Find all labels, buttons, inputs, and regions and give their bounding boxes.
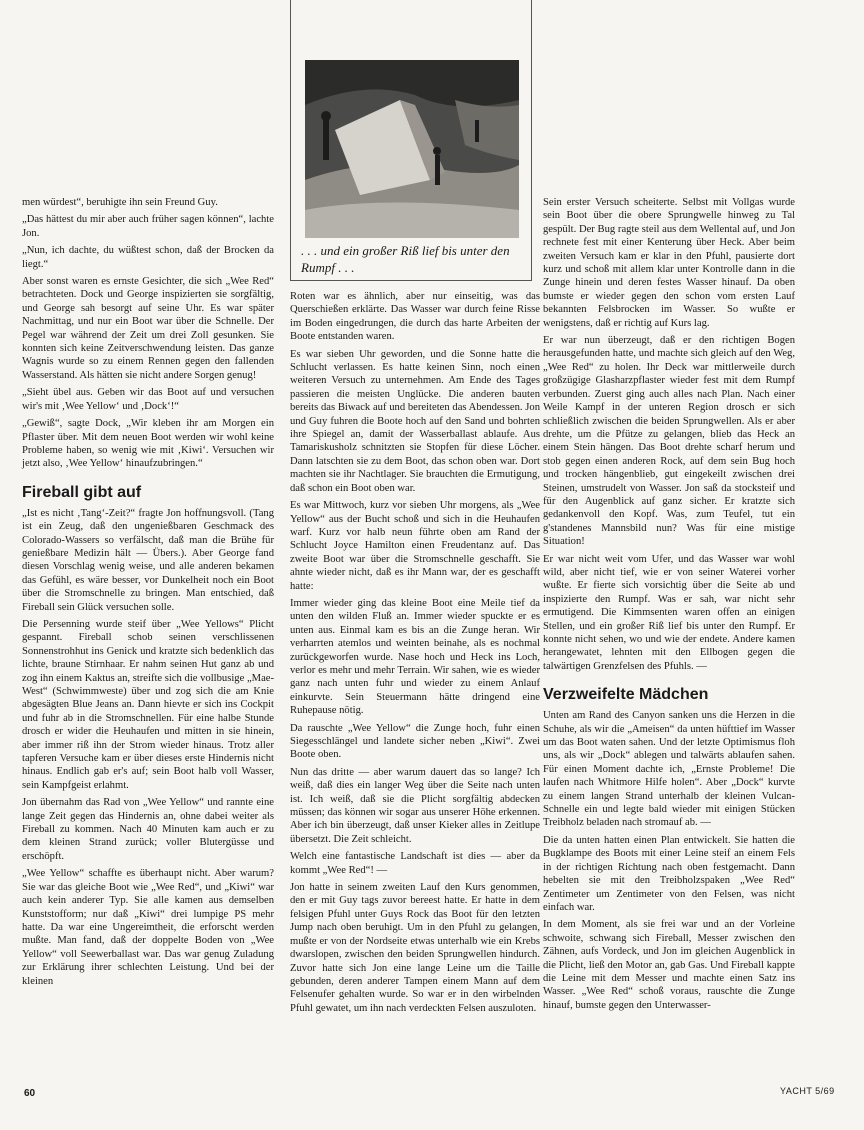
- paragraph: Sein erster Versuch scheiterte. Selbst mit Vollgas wurde sein Boot über die obere Sprungwelle hinweg zu Tal gespült. Der Bug ragte steil aus dem Wellental auf, und Jon rechnete fest mit einer Kenterung über Heck. Aber beim zweiten Versuch kam er klar in den Pfuhl, pausierte dort kurz und schoß mit allem klar unter Kontrolle dann in die Zunge hinein und deren festes Wasser hinauf. Da oben bumste er wieder gegen den schon vom ersten Lauf bekannten Felsbrocken im Wasser. So wußte er wenigstens, daß er richtig auf Kurs lag.: [543, 197, 795, 329]
- paragraph: Er war nicht weit vom Ufer, und das Wasser war wohl wild, aber nicht tief, wie er von seiner Waterei vorher wußte. Er fierte sich vorsichtig über die Seite ab und inspizierte den Rumpf. Was er sah, war nicht sehr ermutigend. Die Kimmsenten waren offen an einigen Stellen, und ein großer Riß lief bis unter den Rumpf. Er konnte nicht sehen, wo und wie der endete. Andere kamen herangewatet, lehnten mit den Ellbogen gegen die talwärtigen Grenzfelsen des Pfuhls. —: [543, 553, 795, 672]
- photo-caption: . . . und ein großer Riß lief bis unter den Rumpf . . .: [301, 243, 510, 275]
- photo-image: [305, 60, 519, 238]
- column-middle: [290, 290, 540, 1019]
- paragraph: „Das hättest du mir aber auch früher sagen können“, lachte Jon.: [22, 214, 274, 239]
- paragraph: Die Persenning wurde steif über „Wee Yellows“ Plicht gespannt. Fireball schob seinen verschlissenen Sonnenstrohhut ins Genick und kratzte sich bedenklich das lichte, braune Stirnhaar. Er nahm seinen Hut ganz ab und zog ihn einem Kaktus an, streifte sich die vollbusige „Mae-West“ (Schwimmweste) über und zog sich die am Knie abgesägten Blue Jeans an. Dann hievte er sich ins Cockpit und fuhr ab in die Stromschnellen. Für eine halbe Stunde drosch er wider die Heuhaufen und mitten in sie hinein, aber immer riß ihn der Strom wieder hinaus. Trotz aller tapferen Versuche kam er über dieses erste Hindernis nicht hinaus. Endlich gab er's auf; sein Boot halb voll Wasser, sein Kampfgeist erlahmt.: [22, 618, 274, 791]
- paragraph: Da rauschte „Wee Yellow“ die Zunge hoch, fuhr einen Siegesschlängel und landete sicher neben „Kiwi“. Zwei Boote oben.: [290, 722, 540, 761]
- paragraph: Roten war es ähnlich, aber nur einseitig, was das Querschießen erklärte. Das Wasser war durch feine Risse im Boden eingedrungen, die durch das harte Arbeiten der Boote entstanden waren.: [290, 291, 540, 343]
- paragraph: Er war nun überzeugt, daß er den richtigen Bogen herausgefunden hatte, und machte sich gleich auf den Weg, „Wee Red“ zu holen. Ihr Deck war mittlerweile durch großzügige Glasharzpflaster wieder fest mit dem Rumpf verbunden. Zuerst ging auch alles nach Plan. Nach einer Weile Kampf in der unteren Region drosch er sich schließlich zwischen die beiden Sprungwellen. Als er aber drehte, um die Pfütze zu gelangen, blieb das Heck an einem Stein hängen. Das Boot drehte scharf herum und stob gegen einen anderen Rock, auf dem sein Bug hoch und trocken hängenblieb, gut eingekeilt zwischen drei Steinen, umstrudelt von Wasser. Jon saß da stocksteif und für den Augenblick auf ganz sicher. Er kratzte sich gedankenvoll den Kopf. Was, zum Teufel, tut ein g'standenes Mannsbild nun? Was für eine mistige Situation!: [543, 335, 795, 548]
- paragraph: Unten am Rand des Canyon sanken uns die Herzen in die Schuhe, als wir die „Ameisen“ da unten hüfttief im Wasser um das Boot waten sahen. Und der letzte Optimismus floh uns, als wir „Dock“ ablegen und talwärts ablaufen sahen. Für einen Moment dachte ich, „Ernste Probleme! Die laufen nach Whitmore Hilfe holen“. Aber „Dock“ kurvte zu einem langen Strand unterhalb der kleinen Vulcan-Schnelle ein und legte bald wieder mit einigen Stücken Treibholz beladen nach stromauf ab. —: [543, 710, 795, 829]
- paragraph: Die da unten hatten einen Plan entwickelt. Sie hatten die Bugklampe des Boots mit einer Leine steif an einem Fels in der richtigen Richtung nach oben festgemacht. Dann hebelten sie mit den Treibholzspaken „Wee Red“ Zentimeter um Zentimeter von den Felsen, was nicht einfach war.: [543, 834, 795, 913]
- paragraph: „Wee Yellow“ schaffte es überhaupt nicht. Aber warum? Sie war das gleiche Boot wie „Wee Red“, und „Kiwi“ war auch kein anderer Typ. Sie alle kamen aus demselben Kunststofform; nur daß „Kiwi“ drei lumpige PS mehr hatte. Da war eine Ungereimtheit, die erforscht werden mußte. Man fand, daß der doppelte Boden von „Wee Yellow“ voll Seewerballast war. Das war genug Zuladung zur Erklärung ihrer schlechten Leistung. Und bei der kleinen: [22, 868, 274, 987]
- paragraph: Welch eine fantastische Landschaft ist dies — aber da kommt „Wee Red“! —: [290, 851, 540, 876]
- section-heading-fireball: Fireball gibt auf: [22, 483, 142, 501]
- photo-figure: [290, 0, 532, 281]
- paragraph: „Nun, ich dachte, du wüßtest schon, daß der Brocken da liegt.“: [22, 245, 274, 270]
- paragraph: Es war sieben Uhr geworden, und die Sonne hatte die Schlucht verlassen. Es hatte keinen Sinn, noch einen weiteren Versuch zu unternehmen. Am Ende des Tages passieren die meisten Unglücke. Die anderen bauten bereits das Biwack auf und bereiteten das Abendessen. Jon und Guy fuhren die Boote hoch auf den Sand und bohrten ihre Spiegel an, damit der Wasserballast ablaufe. Aus Tamariskusholz schnitzten sie Stopfen für diese Löcher. Dann latschten sie zu dem Boot, das schon oben war. Dort machten sie ihr Nachtlager. Sie brauchten die Ermutigung, daß schon ein Boot oben war.: [290, 348, 540, 494]
- magazine-issue: YACHT 5/69: [780, 1086, 835, 1096]
- column-left: [22, 196, 274, 992]
- paragraph: Jon übernahm das Rad von „Wee Yellow“ und rannte eine lange Zeit gegen das Hindernis an, ohne dabei weiter als Fireball zu kommen. Nach 40 Minuten kam auch er zu dem kleinen Strand zurück; voller Blutergüsse und erschöpft.: [22, 797, 274, 862]
- canyon-boat-photo: [305, 60, 519, 238]
- paragraph: „Gewiß“, sagte Dock, „Wir kleben ihr am Morgen ein Pflaster über. Mit dem neuen Boot werden wir wohl keine Probleme haben, so wenig wie mit ‚Kiwi‘. Versuchen wir jetzt also, ‚Wee Yellow‘ hinaufzubringen.“: [22, 418, 274, 470]
- paragraph: men würdest“, beruhigte ihn sein Freund Guy.: [22, 197, 218, 208]
- paragraph: Jon hatte in seinem zweiten Lauf den Kurs genommen, den er mit Guy tags zuvor bereest hatte. Er hatte in dem felsigen Pfuhl unter Guys Rock das Boot für den letzten Jump nach oben beruhigt. Um in den Pfuhl zu gelangen, mußte er von der Nordseite etwas unterhalb wie ein Krebs dwarslopen, zwischen den beiden Sprungwellen hindurch. Zuvor hatte sich Jon eine lange Leine um die Taille gebunden, deren anderer Tampen einem Mann auf dem Felsenufer gehalten wurde. So war er in den wirbelnden Pfuhl gewatet, um ihn nach verdeckten Felsen auszuloten.: [290, 882, 540, 1014]
- column-right: [543, 196, 795, 1016]
- paragraph: In dem Moment, als sie frei war und an der Vorleine schwoite, schwang sich Fireball, Messer zwischen den Zähnen, aufs Vordeck, und Jon im gleichen Augenblick in die Plicht, ließ den Motor an, gab Gas. Und Fireball kappte die Leine mit dem Messer und machte einen Satz ins Wasser. „Wee Red“ schoß voraus, rauschte die Zunge hinauf, bumste gegen den Unterwasser-: [543, 919, 795, 1011]
- paragraph: Immer wieder ging das kleine Boot eine Meile tief da unten den wilden Fluß an. Immer wieder spuckte er es unten aus. Einmal kam es bis an die Zunge heran. Wir verharrten atemlos und weinten beinahe, als es nochmal zurückgeworfen wurde. Nase hoch und Heck ins Loch, verlor es mehr und mehr Terrain. Wir sahen, wie es wieder ganz nach unten fuhr und wieder zu einem Anlauf einkurvte. Sein Steuermann hätte dringend eine Ruhepause nötig.: [290, 597, 540, 717]
- paragraph: Es war Mittwoch, kurz vor sieben Uhr morgens, als „Wee Yellow“ aus der Bucht schoß und sich in die Heuhaufen warf. Kurz vor halb neun führte oben am Rand der Schlucht Joyce Hamilton einen Freudentanz auf. Das zweite Boot war über die Stromschnelle geschafft. Sie ahnte wieder nicht, daß es ihr Mann war, der es geschafft hatte:: [290, 500, 540, 592]
- paragraph: Aber sonst waren es ernste Gesichter, die sich „Wee Red“ betrachteten. Dock und George inspizierten sie sorgfältig, und George sah besorgt auf seine Uhr. Es war später Nachmittag, und nur ein Boot war über die Schnelle. Der Pegel war während der Zeit um drei Zoll gesunken. Sie konnten sich keine Zeitverschwendung leisten. Das ganze Wagnis wurde so zu einem Rennen gegen den fallenden Wasserstand. Als hätten sie nicht andere Sorgen genug!: [22, 276, 274, 381]
- paragraph: „Ist es nicht ‚Tang‘-Zeit?“ fragte Jon hoffnungsvoll. (Tang ist ein Zeug, daß den ungenießbaren Geschmack des Colorado-Wassers so verfälscht, daß man die Brühe für genießbare Medizin hält — Übers.). Aber George fand diesen Vorschlag wenig weise, und alle anderen bekamen das Gefühl, es wäre besser, vor Dunkelheit noch ein Boot über die Stromschnelle zu bringen. Man entschied, daß Fireball sein Glück versuchen solle.: [22, 507, 274, 613]
- paragraph: „Sieht übel aus. Geben wir das Boot auf und versuchen wir's mit ‚Wee Yellow‘ und ‚Dock‘!“: [22, 387, 274, 412]
- page-number: 60: [24, 1088, 36, 1099]
- paragraph: Nun das dritte — aber warum dauert das so lange? Ich weiß, daß dies ein langer Weg über die Seite nach unten ist. Ich weiß, daß sie die Plicht sorgfältig abdecken müssen; das können wir sogar aus unserer Höhe erkennen. Aber ich bin überzeugt, daß unser Kieker alles in Zeitlupe übersetzt. Die Zeit schleicht.: [290, 766, 540, 845]
- section-heading-maedchen: Verzweifelte Mädchen: [543, 686, 709, 704]
